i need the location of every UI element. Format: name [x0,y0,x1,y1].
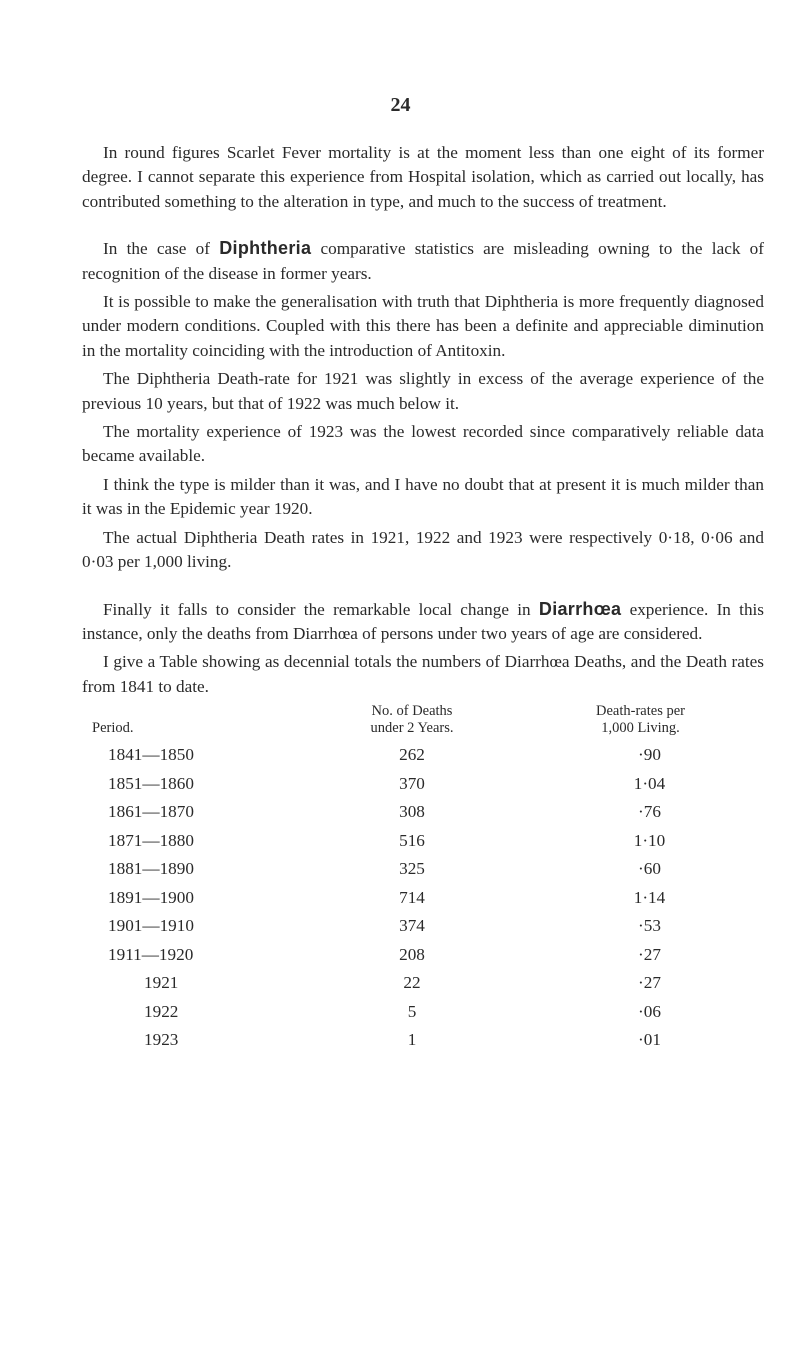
cell-deaths: 262 [399,745,425,765]
cell-period: 1922 [144,1001,179,1021]
cell-rate: ·60 [638,859,661,879]
cell-deaths: 374 [399,916,425,936]
paragraph-table-intro: I give a Table showing as decennial totals the numbers of Diarrhœa Deaths, and the Death rates from 1841 to date. [82,652,764,696]
cell-deaths: 308 [399,802,425,822]
cell-period: 1881—1890 [108,859,194,879]
cell-period: 1861—1870 [108,802,194,822]
table-row [82,884,764,913]
cell-deaths: 5 [407,1001,417,1021]
cell-rate: 1·14 [633,887,666,907]
cell-rate: ·27 [638,973,661,993]
paragraph-death-rate-1921: The Diphtheria Death-rate for 1921 was slightly in excess of the average experience of the previous 10 years, but that of 1922 was much below it. [82,369,764,413]
cell-rate: ·01 [638,1030,661,1050]
paragraph-text: Finally it falls to consider the remarkable local change in [103,599,539,619]
header-deaths-line2: under 2 Years. [370,720,454,737]
header-rates-line2: 1,000 Living. [601,720,680,737]
cell-period: 1841—1850 [108,745,194,765]
page-number: 24 [390,94,411,116]
paragraph-generalisation: It is possible to make the generalisation with truth that Diphtheria is more frequently diagnosed under modern conditions. Coupled with this there has been a definite and appreciable diminution in the mortality coinciding with the introduction of Antitoxin. [82,292,764,360]
table-row [82,969,764,998]
header-period: Period. [92,720,134,737]
cell-period: 1871—1880 [108,830,194,850]
cell-period: 1911—1920 [108,944,194,964]
cell-rate: 1·04 [633,773,666,793]
document-body [82,141,764,1055]
paragraph-diphtheria-intro [82,236,764,286]
table-row [82,998,764,1027]
cell-deaths: 516 [399,830,425,850]
table-row [82,798,764,827]
cell-rate: ·76 [638,802,661,822]
cell-rate: ·06 [638,1001,661,1021]
cell-rate: 1·10 [633,830,666,850]
cell-deaths: 1 [407,1030,417,1050]
table-row [82,1026,764,1055]
cell-period: 1921 [144,973,179,993]
header-deaths [307,703,517,741]
cell-deaths: 370 [399,773,425,793]
table-row [82,912,764,941]
cell-rate: ·27 [638,944,661,964]
table-row [82,770,764,799]
table-row [82,941,764,970]
diphtheria-heading: Diphtheria [219,238,312,259]
cell-period: 1923 [144,1030,179,1050]
table-row [82,741,764,770]
cell-rate: ·90 [638,745,661,765]
cell-rate: ·53 [638,916,661,936]
header-rates [517,703,764,741]
table-row [82,827,764,856]
paragraph-scarlet-fever: In round figures Scarlet Fever mortality is at the moment less than one eight of its former degree. I cannot separate this experience from Hospital isolation, which as carried out locally, has contributed something to the alteration in type, and much to the success of treatment. [82,143,764,211]
header-rates-line1: Death-rates per [596,703,685,720]
paragraph-type-milder: I think the type is milder than it was, and I have no doubt that at present it is much milder than it was in the Epidemic year 1920. [82,474,764,519]
diarrhoea-heading: Diarrhœa [538,598,622,619]
paragraph-diarrhoea-intro [82,597,764,647]
table-row [82,855,764,884]
cell-deaths: 714 [399,887,425,907]
cell-deaths: 208 [399,944,425,964]
cell-period: 1851—1860 [108,773,194,793]
paragraph-text: comparative statistics are misleading owning to the lack of recognition of the disease in former years. [82,239,764,283]
cell-deaths: 22 [403,973,421,993]
paragraph-actual-rates: The actual Diphtheria Death rates in 1921, 1922 and 1923 were respectively 0·18, 0·06 and 0·03 per 1,000 living. [82,527,764,572]
paragraph-text: In the case of [103,239,220,259]
cell-deaths: 325 [399,859,425,879]
header-deaths-line1: No. of Deaths [371,703,453,720]
table-header-row [82,703,764,741]
paragraph-mortality-1923: The mortality experience of 1923 was the lowest recorded since comparatively reliable data became available. [82,422,764,466]
cell-period: 1901—1910 [108,916,194,936]
cell-period: 1891—1900 [108,887,194,907]
paragraph-text: experience. In this instance, only the deaths from Diarrhœa of persons under two years of age are considered. [82,599,764,643]
diarrhoea-deaths-table [82,703,764,1055]
